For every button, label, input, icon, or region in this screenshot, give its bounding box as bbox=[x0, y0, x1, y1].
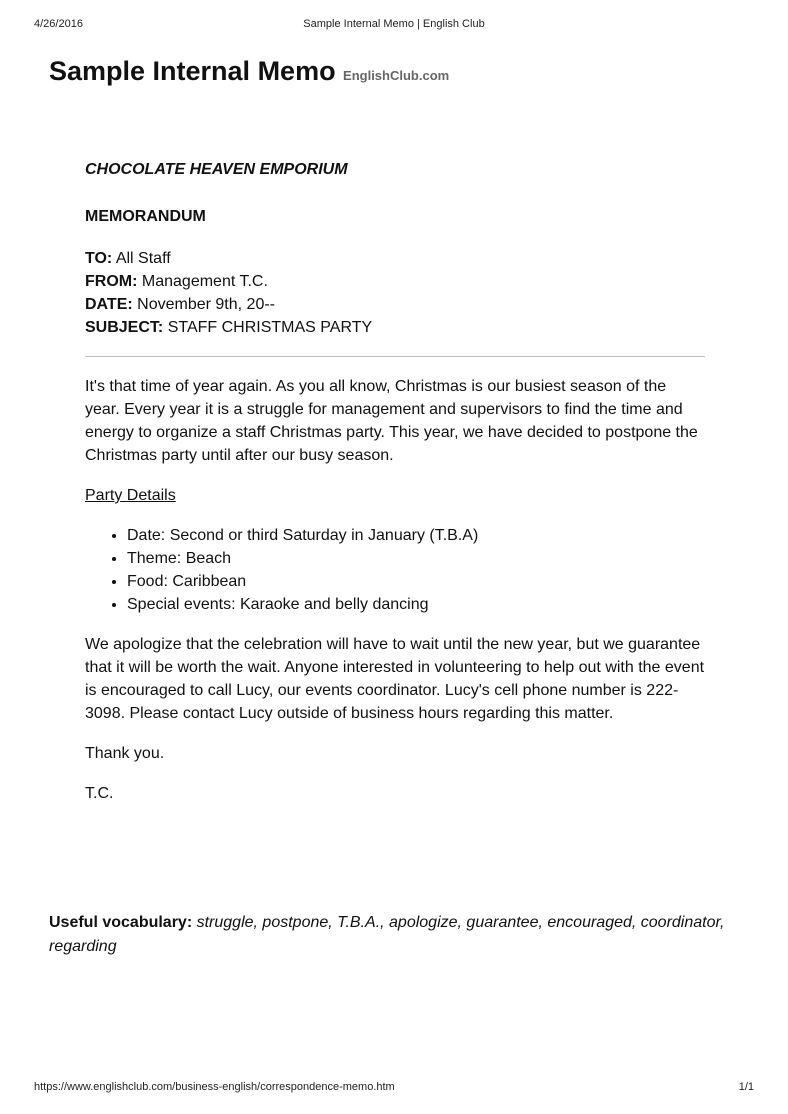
useful-vocabulary bbox=[49, 911, 729, 959]
field-date-value: November 9th, 20-- bbox=[137, 296, 275, 313]
print-url: https://www.englishclub.com/business-english/correspondence-memo.htm bbox=[34, 1081, 395, 1093]
field-to-value: All Staff bbox=[115, 250, 171, 267]
field-subject bbox=[85, 316, 705, 339]
field-to-label: TO: bbox=[85, 250, 113, 267]
print-date: 4/26/2016 bbox=[34, 18, 83, 30]
memo-heading: MEMORANDUM bbox=[85, 208, 206, 225]
field-from bbox=[85, 270, 705, 293]
body-paragraph: We apologize that the celebration will have to wait until the new year, but we guarantee that it will be worth the wait. Anyone interested in volunteering to help out with the event is encouraged to call Lucy, our events coordinator. Lucy's cell phone number is 222-3098. Please contact Lucy outside of business hours regarding this matter. bbox=[85, 636, 705, 722]
divider bbox=[85, 356, 705, 357]
print-title: Sample Internal Memo | English Club bbox=[303, 18, 485, 30]
intro-paragraph: It's that time of year again. As you all know, Christmas is our busiest season of the year. Every year it is a struggle for management and supervisors to find the time and energy to organize a staff Christmas party. This year, we have decided to postpone the Christmas party until after our busy season. bbox=[85, 378, 698, 464]
site-name: EnglishClub.com bbox=[343, 68, 450, 83]
list-item: • Date: Second or third Saturday in January (T.B.A) bbox=[127, 524, 705, 547]
vocabulary-words: struggle, postpone, T.B.A., apologize, guarantee, encouraged, coordinator, regarding bbox=[49, 914, 725, 955]
field-from-label: FROM: bbox=[85, 273, 138, 290]
memo bbox=[85, 158, 705, 822]
vocabulary-label: Useful vocabulary: bbox=[49, 914, 193, 931]
field-subject-value: STAFF CHRISTMAS PARTY bbox=[167, 319, 373, 336]
signature: T.C. bbox=[85, 785, 114, 802]
field-subject-label: SUBJECT: bbox=[85, 319, 164, 336]
field-date-label: DATE: bbox=[85, 296, 133, 313]
company-name: CHOCOLATE HEAVEN EMPORIUM bbox=[85, 161, 348, 178]
party-details-list bbox=[85, 524, 705, 616]
page-title: Sample Internal Memo bbox=[49, 56, 336, 86]
field-from-value: Management T.C. bbox=[141, 273, 268, 290]
print-footer bbox=[34, 1081, 754, 1095]
field-date bbox=[85, 293, 705, 316]
list-item: • Special events: Karaoke and belly dancing bbox=[127, 593, 705, 616]
field-to bbox=[85, 247, 705, 270]
list-item: • Theme: Beach bbox=[127, 547, 705, 570]
closing-line: Thank you. bbox=[85, 745, 165, 762]
memo-fields bbox=[85, 247, 705, 339]
party-details-heading: Party Details bbox=[85, 487, 176, 504]
list-item: • Food: Caribbean bbox=[127, 570, 705, 593]
page-title-row bbox=[49, 56, 449, 87]
page-count: 1/1 bbox=[738, 1081, 754, 1093]
print-header bbox=[34, 18, 754, 32]
